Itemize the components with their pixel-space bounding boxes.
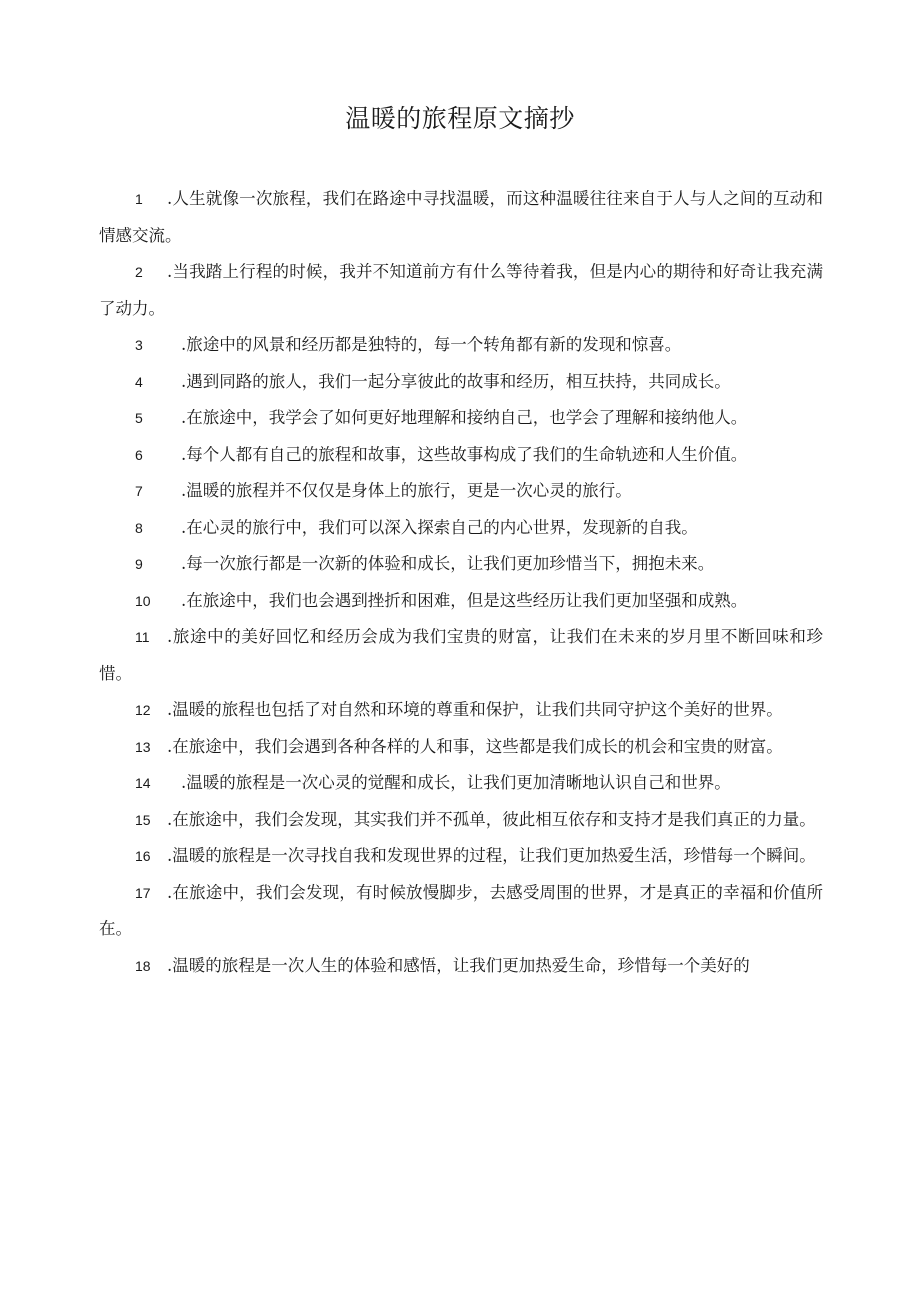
- paragraph-number: 15: [135, 811, 151, 828]
- paragraph: [99, 327, 823, 364]
- paragraph-number: 11: [135, 629, 150, 645]
- paragraph: [99, 619, 823, 692]
- paragraph-text: .每个人都有自己的旅程和故事，这些故事构成了我们的生命轨迹和人生价值。: [181, 444, 748, 464]
- paragraph: [99, 729, 823, 766]
- paragraph-text: .温暖的旅程也包括了对自然和环境的尊重和保护，让我们共同守护这个美好的世界。: [167, 700, 783, 719]
- paragraph: [99, 473, 823, 510]
- paragraph: [99, 364, 823, 401]
- paragraph: [99, 583, 823, 620]
- paragraph-number: 13: [135, 738, 151, 755]
- paragraph-number: 10: [135, 592, 151, 609]
- paragraph-number: 1: [135, 191, 143, 207]
- paragraph-text: .遇到同路的旅人，我们一起分享彼此的故事和经历，相互扶持，共同成长。: [181, 371, 731, 391]
- paragraph-number: 16: [135, 848, 151, 864]
- document-title: 温暖的旅程原文摘抄: [345, 104, 575, 133]
- paragraph-text: .在旅途中，我们也会遇到挫折和困难，但是这些经历让我们更加坚强和成熟。: [181, 590, 748, 610]
- paragraph-number: 3: [135, 337, 143, 353]
- paragraph: [99, 400, 823, 437]
- paragraph-text: .在旅途中，我们会遇到各种各样的人和事，这些都是我们成长的机会和宝贵的财富。: [167, 736, 783, 756]
- paragraph-number: 2: [135, 264, 143, 280]
- paragraph-text: .在心灵的旅行中，我们可以深入探索自己的内心世界，发现新的自我。: [181, 517, 698, 537]
- paragraph: [99, 692, 823, 729]
- paragraph-text: .在旅途中，我学会了如何更好地理解和接纳自己，也学会了理解和接纳他人。: [181, 408, 748, 427]
- paragraph-text: .温暖的旅程并不仅仅是身体上的旅行，更是一次心灵的旅行。: [181, 481, 632, 500]
- paragraph-text: .旅途中的美好回忆和经历会成为我们宝贵的财富，让我们在未来的岁月里不断回味和珍惜。: [99, 627, 823, 683]
- paragraph-text: .温暖的旅程是一次寻找自我和发现世界的过程，让我们更加热爱生活，珍惜每一个瞬间。: [167, 846, 816, 865]
- paragraph-text: .温暖的旅程是一次人生的体验和感悟，让我们更加热爱生命，珍惜每一个美好的: [167, 955, 750, 975]
- paragraph-text: .温暖的旅程是一次心灵的觉醒和成长，让我们更加清晰地认识自己和世界。: [181, 773, 731, 792]
- paragraph-text: .在旅途中，我们会发现，有时候放慢脚步，去感受周围的世界，才是真正的幸福和价值所在。: [99, 882, 823, 938]
- paragraph-number: 4: [135, 373, 143, 390]
- paragraph-number: 5: [135, 410, 143, 426]
- paragraph-number: 18: [135, 957, 151, 974]
- paragraph-text: .在旅途中，我们会发现，其实我们并不孤单，彼此相互依存和支持才是我们真正的力量。: [167, 809, 816, 829]
- paragraph: [99, 254, 823, 327]
- paragraph-number: 9: [135, 556, 143, 572]
- paragraph: [99, 838, 823, 875]
- paragraph: [99, 546, 823, 583]
- paragraph-number: 6: [135, 446, 143, 463]
- document-body: [99, 181, 823, 984]
- paragraph-number: 14: [135, 775, 151, 791]
- paragraph: [99, 802, 823, 839]
- paragraph: [99, 875, 823, 948]
- paragraph: [99, 181, 823, 254]
- paragraph: [99, 437, 823, 474]
- paragraph-text: .旅途中的风景和经历都是独特的，每一个转角都有新的发现和惊喜。: [181, 335, 682, 354]
- paragraph-number: 17: [135, 884, 151, 901]
- paragraph: [99, 948, 823, 985]
- paragraph: [99, 510, 823, 547]
- paragraph: [99, 765, 823, 802]
- paragraph-number: 8: [135, 519, 143, 536]
- paragraph-number: 7: [135, 483, 143, 499]
- paragraph-text: .人生就像一次旅程，我们在路途中寻找温暖，而这种温暖往往来自于人与人之间的互动和情感交流。: [99, 189, 823, 245]
- paragraph-text: .当我踏上行程的时候，我并不知道前方有什么等待着我，但是内心的期待和好奇让我充满了动力。: [99, 262, 823, 318]
- paragraph-number: 12: [135, 702, 151, 718]
- paragraph-text: .每一次旅行都是一次新的体验和成长，让我们更加珍惜当下，拥抱未来。: [181, 554, 715, 573]
